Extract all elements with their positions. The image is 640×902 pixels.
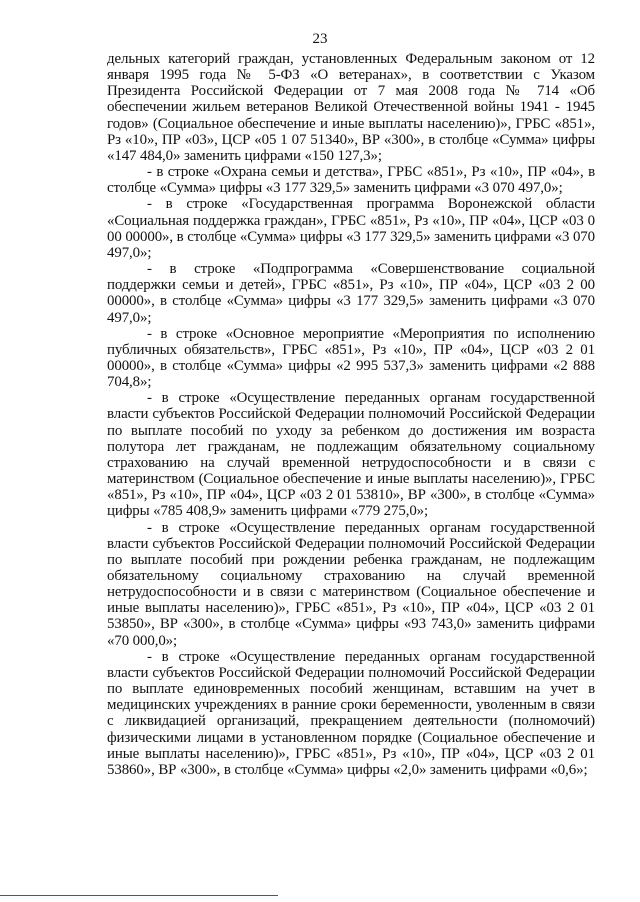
paragraph-continuation: дельных категорий граждан, установленных Федеральным законом от 12 января 1995 года № 5-ФЗ «О ветеранах», в соответствии с Указом Президента Российской Федерации от 7 мая 2008 года № 714 «Об обеспечении жильем ветеранов Великой Отечественной войны 1941 - 1945 годов» (Социальное обеспечение и иные выплаты населению)», ГРБС «851», Рз «10», ПР «03», ЦСР «05 1 07 51340», ВР «300», в столбце «Сумма» цифры «147 484,0» заменить цифрами «150 127,3»; xyxy=(107,51,595,164)
paragraph-state-program: - в строке «Государственная программа Воронежской области «Социальная поддержка граждан», ГРБС «851», Рз «10», ПР «04», ЦСР «03 0 00 00000», в столбце «Сумма» цифры «3 177 329,5» заменить цифрами «3 070 497,0»; xyxy=(107,196,595,261)
paragraph-family-childhood: - в строке «Охрана семьи и детства», ГРБС «851», Рз «10», ПР «04», в столбце «Сумма» цифры «3 177 329,5» заменить цифрами «3 070 497,0»; xyxy=(107,164,595,197)
paragraph-birth-allowance: - в строке «Осуществление переданных органам государственной власти субъектов Российской Федерации полномочий Российской Федерации по выплате пособий при рождении ребенка гражданам, не подлежащим обязательному социальному страхованию на случай временной нетрудоспособности и в связи с материнством (Социальное обеспечение и иные выплаты населению)», ГРБС «851», Рз «10», ПР «04», ЦСР «03 2 01 53850», ВР «300», в столбце «Сумма» цифры «93 743,0» заменить цифрами «70 000,0»; xyxy=(107,519,595,649)
paragraph-main-activity: - в строке «Основное мероприятие «Мероприятия по исполнению публичных обязательств», ГРБС «851», Рз «10», ПР «04», ЦСР «03 2 01 00000», в столбце «Сумма» цифры «2 995 537,3» заменить цифрами «2 888 704,8»; xyxy=(107,325,595,391)
paragraph-childcare-allowance: - в строке «Осуществление переданных органам государственной власти субъектов Российской Федерации полномочий Российской Федерации по выплате пособий по уходу за ребенком до достижения им возраста полутора лет гражданам, не подлежащим обязательному социальному страхованию на случай временной нетрудоспособности и в связи с материнством (Социальное обеспечение и иные выплаты населению)», ГРБС «851», Рз «10», ПР «04», ЦСР «03 2 01 53810», ВР «300», в столбце «Сумма» цифры «785 408,9» заменить цифрами «779 275,0»; xyxy=(107,390,595,520)
paragraph-pregnancy-allowance: - в строке «Осуществление переданных органам государственной власти субъектов Российской Федерации полномочий Российской Федерации по выплате единовременных пособий женщинам, вставшим на учет в медицинских учреждениях в ранние сроки беременности, уволенным в связи с ликвидацией организаций, прекращением деятельности (полномочий) физическими лицами в установленном порядке (Социальное обеспечение и иные выплаты населению)», ГРБС «851», Рз «10», ПР «04», ЦСР «03 2 01 53860», ВР «300», в столбце «Сумма» цифры «2,0» заменить цифрами «0,6»; xyxy=(107,648,595,778)
footer-divider xyxy=(0,895,278,896)
page-number: 23 xyxy=(312,31,328,47)
paragraph-subprogram: - в строке «Подпрограмма «Совершенствование социальной поддержки семьи и детей», ГРБС «851», Рз «10», ПР «04», ЦСР «03 2 00 00000», в столбце «Сумма» цифры «3 177 329,5» заменить цифрами «3 070 497,0»; xyxy=(107,261,595,326)
document-body xyxy=(107,51,595,778)
